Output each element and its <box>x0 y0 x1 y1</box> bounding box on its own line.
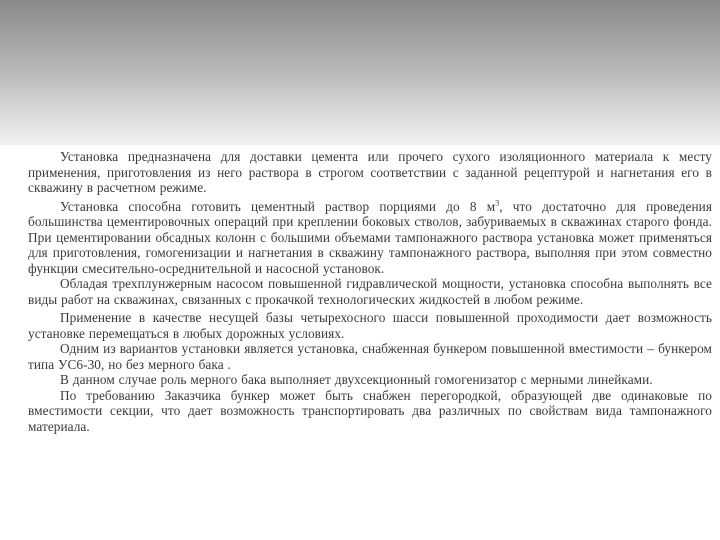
paragraph-chassis: Применение в качестве несущей базы четырехосного шасси повышенной проходимости дает возможность установке перемещаться в любых дорожных условиях. <box>28 310 712 341</box>
paragraph-homogenizer: В данном случае роль мерного бака выполняет двухсекционный гомогенизатор с мерными линейками. <box>60 372 653 387</box>
cubic-superscript: 3 <box>495 198 500 208</box>
paragraph-bunker-variant: Одним из вариантов установки является установка, снабженная бункером повышенной вместимости – бункером типа УС6-30, но без мерного бака . <box>28 341 712 372</box>
slide-header-gradient <box>0 0 720 145</box>
paragraph-pump: Обладая трехплунжерным насосом повышенной гидравлической мощности, установка способна выполнять все виды работ на скважинах, связанных с прокачкой технологических жидкостей в любом режиме. <box>28 276 712 307</box>
paragraph-partition: По требованию Заказчика бункер может быть снабжен перегородкой, образующей две одинаковые по вместимости секции, что дает возможность транспортировать два различных по свойствам вида тампонажного материала. <box>28 387 712 434</box>
paragraph-cement-capacity-rest: , что достаточно для проведения большинства цементировочных операций при креплении боковых стволов, забуриваемых в скважинах старого фонда. При цементировании обсадных колонн с большими объемами тампонажного раствора установка может применяться для приготовления, гомогенизации и нагнетания в скважину тампонажного раствора, выполняя при этом совместно функции смесительно-осреднительной и насосной установок. <box>28 198 712 276</box>
paragraph-cement-capacity <box>28 199 712 277</box>
paragraph-cement-capacity-start: Установка способна готовить цементный раствор порциями до 8 м <box>60 198 496 214</box>
paragraph-purpose: Установка предназначена для доставки цемента или прочего сухого изоляционного материала к месту применения, приготовления из него раствора в строгом соответствии с заданной рецептурой и нагнетания его в скважину в расчетном режиме. <box>28 149 712 195</box>
document-text <box>28 147 712 527</box>
